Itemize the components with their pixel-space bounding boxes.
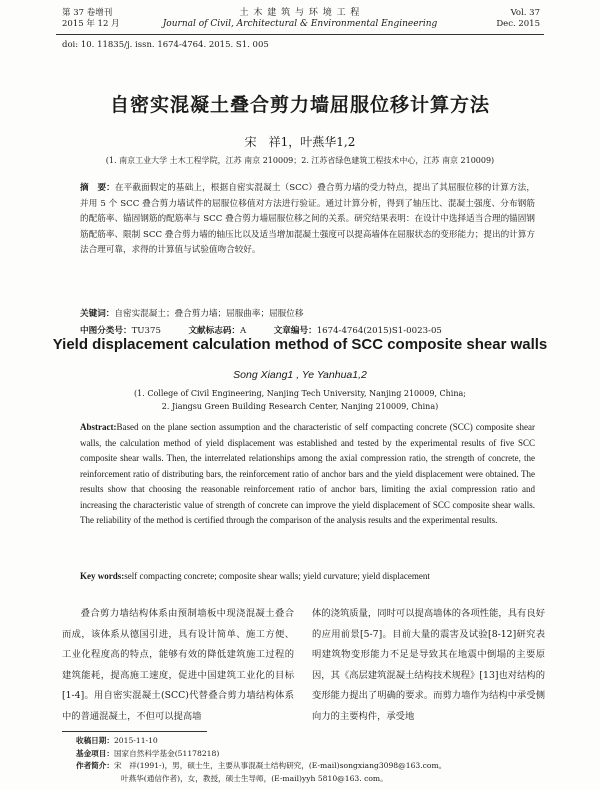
- footnote-author-2: [76, 773, 546, 786]
- affiliation-en-line1: (1. College of Civil Engineering, Nanjing Tech University, Nanjing 210009, China;: [134, 389, 466, 398]
- abstract-cn-text: 在平截面假定的基础上，根据自密实混凝土（SCC）叠合剪力墙的受力特点，提出了其屈服位移的计算方法，并用 5 个 SCC 叠合剪力墙试件的屈服位移值对方法进行验证。通过计算分析，得到了轴压比、混凝土强度、分布钢筋的配筋率、锚固钢筋的配筋率与 SCC 叠合剪力墙屈服位移之间的关系。研究结果表明：在设计中选择适当合理的锚固钢筋配筋率、限制 SCC 叠合剪力墙的轴压比以及适当增加混凝土强度可以提高墙体在屈服状态的变形能力；提出的计算方法合理可靠，求得的计算值与试验值吻合较好。: [80, 183, 535, 255]
- fund-text: 国家自然科学基金(51178218): [113, 748, 220, 758]
- class-label: 中图分类号：: [80, 326, 132, 336]
- affiliation-en: [0, 387, 600, 413]
- volume-date: Dec. 2015: [496, 19, 540, 29]
- journal-volume: [496, 8, 540, 30]
- article-label: 文章编号：: [273, 326, 317, 336]
- keywords-en: [80, 571, 535, 581]
- article-value: 1674-4764(2015)S1-0023-05: [316, 326, 442, 336]
- issue-date: 2015 年 12 月: [62, 19, 120, 29]
- keywords-cn-label: 关键词：: [80, 309, 115, 319]
- keywords-en-label: Key words:: [80, 571, 125, 581]
- received-date: 2015-11-10: [113, 736, 158, 745]
- doi[interactable]: doi: 10. 11835/j. issn. 1674-4764. 2015. S1. 005: [62, 40, 269, 50]
- affiliation-cn: (1. 南京工业大学 土木工程学院，江苏 南京 210009；2. 江苏省绿色建筑工程技术中心，江苏 南京 210009): [105, 156, 495, 165]
- keywords-en-text: self compacting concrete; composite shear walls; yield curvature; yield displacement: [124, 571, 430, 581]
- footnote-received: [76, 735, 546, 748]
- abstract-en: [80, 420, 535, 529]
- footnote-fund: [76, 748, 546, 761]
- author-label: 作者简介：: [76, 761, 114, 770]
- paper-title-en: Yield displacement calculation method of SCC composite shear walls: [52, 336, 548, 353]
- footnote-author: [76, 760, 546, 773]
- authors-en: Song Xiang1 , Ye Yanhua1,2: [233, 369, 367, 381]
- doc-value: A: [240, 326, 247, 336]
- author2-text: 叶燕华(通信作者)，女，教授，硕士生导师，(E-mail)yyh 5810@163. com。: [121, 773, 388, 783]
- class-value: TU375: [131, 326, 161, 336]
- footnote-divider: [62, 731, 207, 732]
- paper-title-cn: 自密实混凝土叠合剪力墙屈服位移计算方法: [109, 94, 490, 116]
- issue-volume: 第 37 卷增刊: [62, 8, 113, 18]
- received-label: 收稿日期：: [76, 736, 114, 745]
- classification-line: [80, 324, 535, 336]
- abstract-en-label: Abstract:: [80, 422, 117, 432]
- keywords-cn: [80, 307, 535, 319]
- body-column-right: 体的浇筑质量，同时可以提高墙体的各项性能，具有良好的应用前景[5-7]。目前大量的震害及试验[8-12]研究表明建筑物变形能力不足是导致其在地震中倒塌的主要原因，其《高层建筑混凝土结构技术规程》[13]也对结构的变形能力提出了明确的要求。而剪力墙作为结构中承受侧向力的主要构件，承受地: [312, 608, 545, 722]
- doc-label: 文献标志码：: [188, 326, 241, 336]
- header-divider: [56, 34, 544, 35]
- footnotes: [76, 735, 546, 785]
- abstract-en-text: Based on the plane section assumption and the characteristic of self compacting concrete (SCC) composite shear walls, the calculation method of yield displacement was established and tested by the experimental results of five SCC composite shear walls. Then, the interrelated relationships among the axial compression ratio, the strength of concrete, the reinforcement ratio of distributing bars, the reinforcement ratio of anchor bars and the yield displacement were obtained. The results show that choosing the reasonable reinforcement ratio of anchor bars, limiting the axial compression ratio and increasing the characteristic value of strength of concrete can improve the yield displacement of SCC composite shear walls. The reliability of the method is certified through the comparison of the analysis results and the experimental results.: [80, 422, 535, 525]
- affiliation-en-line2: 2. Jiangsu Green Building Research Center, Nanjing 210009, China): [161, 402, 439, 411]
- body-column-left: 叠合剪力墙结构体系由预制墙板中现浇混凝土叠合而成，该体系从德国引进，具有设计简单、施工方便、工业化程度高的特点，能够有效的降低建筑施工过程的建筑能耗，提高施工速度，促进中国建筑工业化的目标[1-4]。用自密实混凝土(SCC)代替叠合剪力墙结构体系中的普通混凝土，不但可以提高墙: [62, 608, 294, 722]
- authors-cn: 宋 祥1，叶燕华1,2: [244, 135, 356, 149]
- keywords-cn-text: 自密实混凝土；叠合剪力墙；屈服曲率；屈服位移: [114, 309, 304, 319]
- journal-name-en: Journal of Civil, Architectural & Environmental Engineering: [162, 19, 438, 29]
- volume-number: Vol. 37: [510, 8, 540, 18]
- abstract-cn: [80, 181, 535, 259]
- abstract-cn-label: 摘 要：: [80, 183, 115, 193]
- author1-text: 宋 祥(1991-)，男，硕士生，主要从事混凝土结构研究，(E-mail)songxiang3098@163.com。: [113, 761, 447, 770]
- fund-label: 基金项目：: [76, 748, 114, 758]
- journal-name-cn: 土 木 建 筑 与 环 境 工 程: [239, 8, 361, 18]
